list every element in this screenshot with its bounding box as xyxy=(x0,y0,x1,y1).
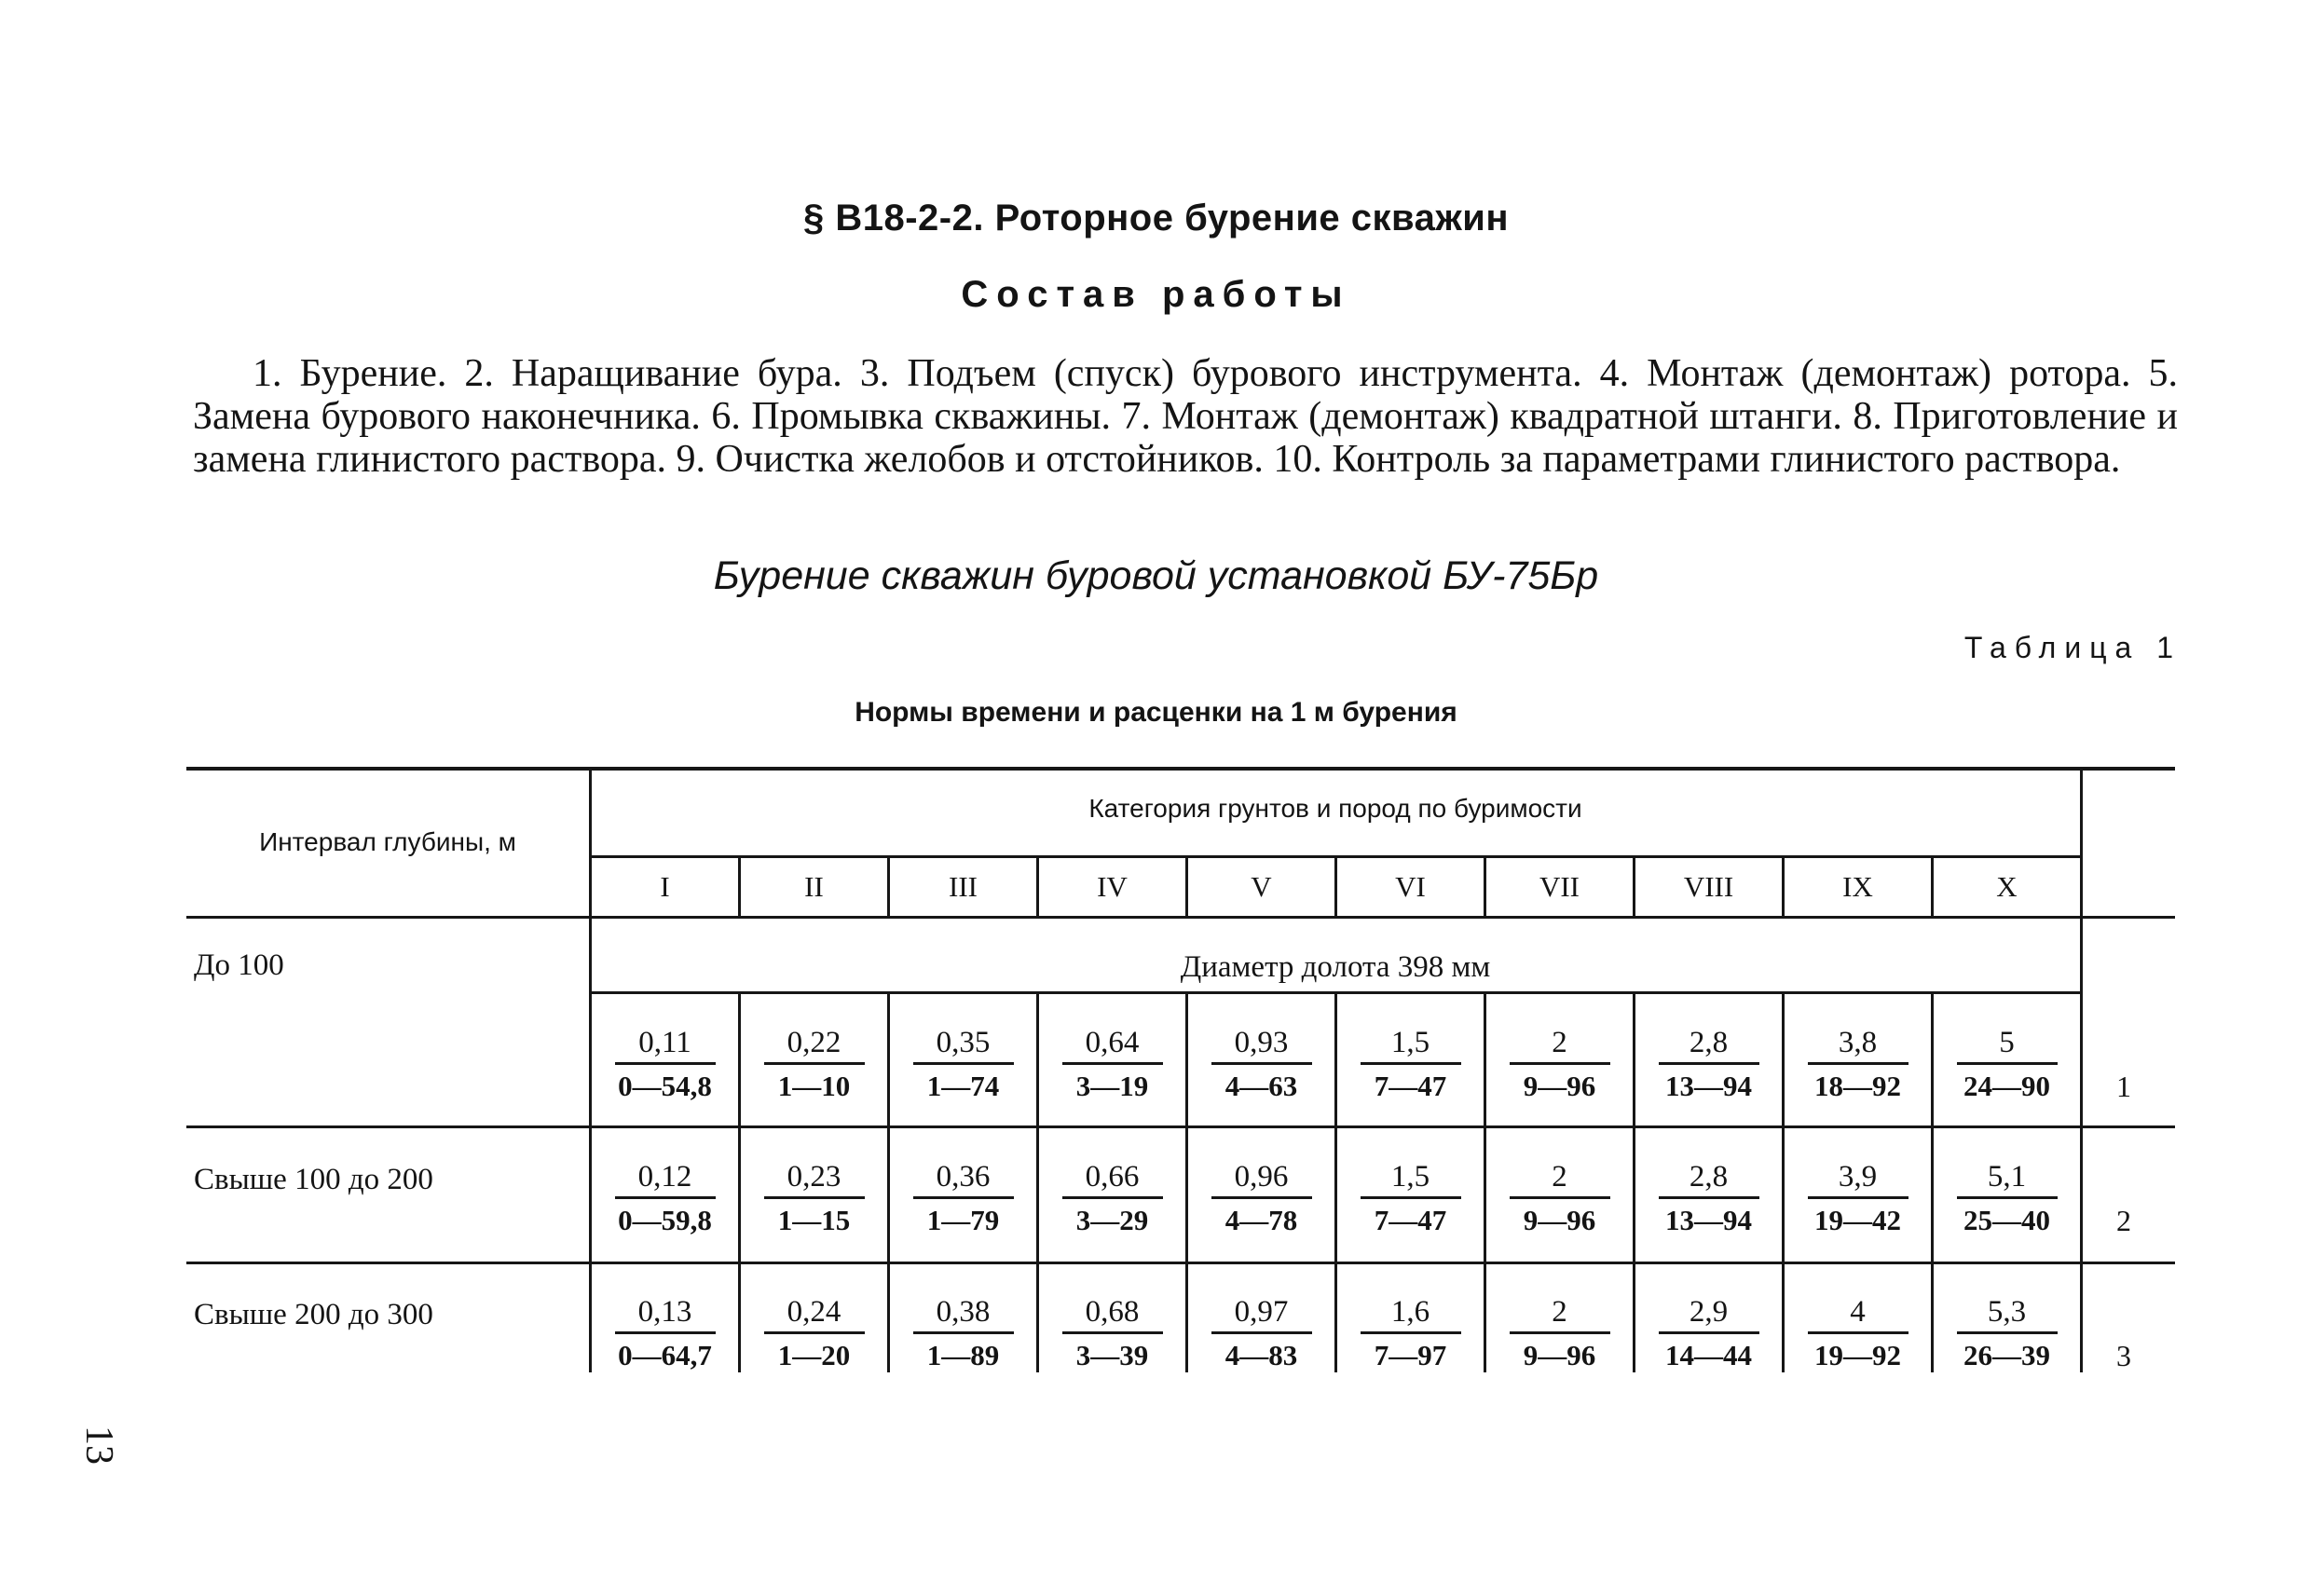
fraction-bar xyxy=(1957,1331,2058,1334)
category-number: II xyxy=(804,870,824,903)
time-norm: 2 xyxy=(1552,1160,1567,1194)
fraction-bar xyxy=(1957,1062,2058,1065)
price-rate: 0—64,7 xyxy=(618,1339,712,1371)
category-header: Категория грунтов и пород по буримости xyxy=(1088,794,1582,823)
fraction-bar xyxy=(764,1331,865,1334)
norm-cell xyxy=(1933,1025,2081,1104)
norm-cell xyxy=(591,1025,739,1104)
price-rate: 19—42 xyxy=(1814,1204,1901,1236)
fraction-bar xyxy=(615,1196,716,1199)
time-norm: 0,24 xyxy=(787,1295,841,1329)
norm-cell xyxy=(1038,1159,1186,1238)
fraction-bar xyxy=(913,1196,1014,1199)
norm-cell xyxy=(1485,1025,1634,1104)
fraction-bar xyxy=(1062,1196,1163,1199)
time-norm: 5 xyxy=(1999,1026,2015,1059)
diameter-label: Диаметр долота 398 мм xyxy=(1180,950,1491,984)
category-number: III xyxy=(949,870,978,903)
price-rate: 1—20 xyxy=(777,1339,851,1371)
time-norm: 0,66 xyxy=(1085,1160,1140,1194)
time-norm: 0,96 xyxy=(1234,1160,1289,1194)
time-norm: 5,3 xyxy=(1987,1295,2027,1329)
fraction-bar xyxy=(1659,1196,1759,1199)
table-subtitle: Бурение скважин буровой установкой БУ-75Бр xyxy=(713,553,1599,598)
norm-cell xyxy=(591,1294,739,1373)
fraction-bar xyxy=(1361,1062,1461,1065)
fraction-bar xyxy=(913,1062,1014,1065)
fraction-bar xyxy=(615,1331,716,1334)
time-norm: 0,38 xyxy=(936,1295,991,1329)
price-rate: 9—96 xyxy=(1523,1339,1596,1371)
price-rate: 0—54,8 xyxy=(618,1070,712,1102)
fraction-bar xyxy=(1361,1196,1461,1199)
fraction-bar xyxy=(1510,1331,1610,1334)
row-2-bottom-rule xyxy=(186,1262,2175,1264)
price-rate: 4—63 xyxy=(1224,1070,1298,1102)
category-number: VIII xyxy=(1683,870,1734,903)
fraction-bar xyxy=(764,1062,865,1065)
price-rate: 1—89 xyxy=(926,1339,1000,1371)
price-rate: 13—94 xyxy=(1665,1070,1752,1102)
table-top-rule xyxy=(186,767,2175,771)
price-rate: 9—96 xyxy=(1523,1070,1596,1102)
price-rate: 1—74 xyxy=(926,1070,1000,1102)
price-rate: 7—47 xyxy=(1374,1204,1447,1236)
time-norm: 2,8 xyxy=(1689,1026,1729,1059)
time-norm: 0,13 xyxy=(637,1295,692,1329)
norm-cell xyxy=(1635,1294,1783,1373)
norm-cell xyxy=(1038,1025,1186,1104)
norm-cell xyxy=(1933,1159,2081,1238)
time-norm: 1,5 xyxy=(1390,1160,1430,1194)
norm-cell xyxy=(1635,1159,1783,1238)
category-number: X xyxy=(1996,870,2018,903)
time-norm: 2 xyxy=(1552,1295,1567,1329)
norm-cell xyxy=(591,1159,739,1238)
fraction-bar xyxy=(1510,1196,1610,1199)
time-norm: 2,9 xyxy=(1689,1295,1729,1329)
price-rate: 14—44 xyxy=(1665,1339,1752,1371)
fraction-bar xyxy=(1062,1331,1163,1334)
price-rate: 4—83 xyxy=(1224,1339,1298,1371)
time-norm: 4 xyxy=(1850,1295,1866,1329)
price-rate: 7—97 xyxy=(1374,1339,1447,1371)
time-norm: 0,11 xyxy=(638,1026,691,1059)
norm-cell xyxy=(889,1159,1037,1238)
norm-cell xyxy=(1933,1294,2081,1373)
time-norm: 1,5 xyxy=(1390,1026,1430,1059)
time-norm: 0,68 xyxy=(1085,1295,1140,1329)
fraction-bar xyxy=(1957,1196,2058,1199)
price-rate: 26—39 xyxy=(1963,1339,2050,1371)
fraction-bar xyxy=(1659,1062,1759,1065)
category-number: I xyxy=(660,870,670,903)
row-1-bottom-rule xyxy=(186,1125,2175,1128)
time-norm: 0,22 xyxy=(787,1026,841,1059)
fraction-bar xyxy=(913,1331,1014,1334)
fraction-bar xyxy=(1808,1331,1908,1334)
fraction-bar xyxy=(1808,1196,1908,1199)
row-number: 1 xyxy=(2116,1070,2131,1103)
fraction-bar xyxy=(1062,1062,1163,1065)
price-rate: 0—59,8 xyxy=(618,1204,712,1236)
price-rate: 25—40 xyxy=(1963,1204,2050,1236)
work-description-text: 1. Бурение. 2. Наращивание бура. 3. Подъем (спуск) бурового инструмента. 4. Монтаж (демонтаж) ротора. 5. Замена бурового наконечника. 6. Промывка скважины. 7. Монтаж (демонтаж) квадратной штанги. 8. Приготовление и замена глинистого раствора. 9. Очистка желобов и отстойников. 10. Контроль за параметрами глинистого раствора. xyxy=(193,352,2178,481)
norm-cell xyxy=(1038,1294,1186,1373)
table-caption: Нормы времени и расценки на 1 м бурения xyxy=(855,697,1457,728)
depth-interval-header: Интервал глубины, м xyxy=(259,827,516,856)
price-rate: 18—92 xyxy=(1814,1070,1901,1102)
row-number: 3 xyxy=(2116,1339,2131,1372)
section-title: § В18-2-2. Роторное бурение скважин xyxy=(803,198,1509,239)
time-norm: 0,35 xyxy=(936,1026,991,1059)
fraction-bar xyxy=(1659,1331,1759,1334)
norm-cell xyxy=(1784,1025,1932,1104)
fraction-bar xyxy=(615,1062,716,1065)
depth-interval-label: До 100 xyxy=(194,948,284,982)
norm-cell xyxy=(740,1025,888,1104)
work-description xyxy=(193,352,2178,481)
work-heading: Состав работы xyxy=(961,274,1351,315)
price-rate: 3—39 xyxy=(1075,1339,1149,1371)
norm-cell xyxy=(889,1294,1037,1373)
depth-interval-label: Свыше 200 до 300 xyxy=(194,1298,433,1331)
table-number: Таблица 1 xyxy=(1963,631,2182,664)
norm-cell xyxy=(1784,1159,1932,1238)
price-rate: 24—90 xyxy=(1963,1070,2050,1102)
price-rate: 1—10 xyxy=(777,1070,851,1102)
price-rate: 3—29 xyxy=(1075,1204,1149,1236)
price-rate: 19—92 xyxy=(1814,1339,1901,1371)
norm-cell xyxy=(889,1025,1037,1104)
norm-cell xyxy=(1187,1294,1335,1373)
fraction-bar xyxy=(1211,1331,1312,1334)
fraction-bar xyxy=(1211,1196,1312,1199)
time-norm: 0,36 xyxy=(936,1160,991,1194)
fraction-bar xyxy=(1808,1062,1908,1065)
price-rate: 9—96 xyxy=(1523,1204,1596,1236)
norm-cell xyxy=(1336,1159,1484,1238)
norm-cell xyxy=(1336,1025,1484,1104)
category-number: VII xyxy=(1539,870,1580,903)
row-number: 2 xyxy=(2116,1204,2131,1237)
page-number: 13 xyxy=(77,1425,120,1465)
fraction-bar xyxy=(1361,1331,1461,1334)
norm-cell xyxy=(1187,1159,1335,1238)
norm-cell xyxy=(740,1159,888,1238)
time-norm: 0,23 xyxy=(787,1160,841,1194)
category-number: VI xyxy=(1395,870,1426,903)
norm-cell xyxy=(1336,1294,1484,1373)
norm-cell xyxy=(1485,1294,1634,1373)
header-bottom-rule xyxy=(186,916,2175,919)
time-norm: 0,64 xyxy=(1085,1026,1140,1059)
price-rate: 7—47 xyxy=(1374,1070,1447,1102)
norm-cell xyxy=(1784,1294,1932,1373)
time-norm: 0,93 xyxy=(1234,1026,1289,1059)
fraction-bar xyxy=(764,1196,865,1199)
fraction-bar xyxy=(1510,1062,1610,1065)
price-rate: 3—19 xyxy=(1075,1070,1149,1102)
time-norm: 0,12 xyxy=(637,1160,692,1194)
price-rate: 13—94 xyxy=(1665,1204,1752,1236)
category-number: V xyxy=(1251,870,1272,903)
time-norm: 2 xyxy=(1552,1026,1567,1059)
depth-interval-label: Свыше 100 до 200 xyxy=(194,1163,433,1196)
time-norm: 5,1 xyxy=(1987,1160,2027,1194)
time-norm: 3,8 xyxy=(1838,1026,1878,1059)
price-rate: 1—15 xyxy=(777,1204,851,1236)
norm-cell xyxy=(1485,1159,1634,1238)
time-norm: 3,9 xyxy=(1838,1160,1878,1194)
category-number: IX xyxy=(1842,870,1873,903)
norm-cell xyxy=(1187,1025,1335,1104)
time-norm: 2,8 xyxy=(1689,1160,1729,1194)
time-norm: 1,6 xyxy=(1390,1295,1430,1329)
price-rate: 4—78 xyxy=(1224,1204,1298,1236)
price-rate: 1—79 xyxy=(926,1204,1000,1236)
norm-cell xyxy=(1635,1025,1783,1104)
time-norm: 0,97 xyxy=(1234,1295,1289,1329)
norm-cell xyxy=(740,1294,888,1373)
fraction-bar xyxy=(1211,1062,1312,1065)
category-number: IV xyxy=(1097,870,1128,903)
